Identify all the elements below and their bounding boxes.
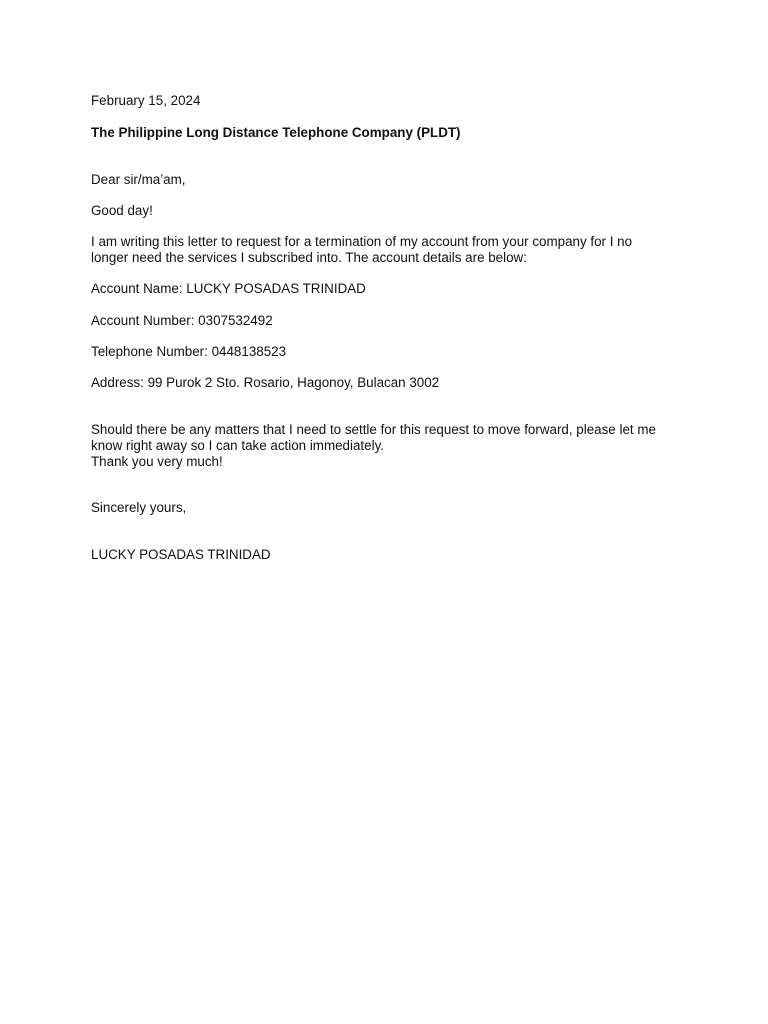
signoff: Sincerely yours, xyxy=(91,500,187,515)
intro-line-1: I am writing this letter to request for a termination of my account from your company for I no xyxy=(91,234,633,249)
letter-date: February 15, 2024 xyxy=(91,93,201,108)
greeting: Good day! xyxy=(91,203,153,218)
signature-name: LUCKY POSADAS TRINIDAD xyxy=(91,547,271,562)
address: Address: 99 Purok 2 Sto. Rosario, Hagonoy, Bulacan 3002 xyxy=(91,375,440,390)
closing-line-1: Should there be any matters that I need to settle for this request to move forward, please let me xyxy=(91,422,656,437)
account-number: Account Number: 0307532492 xyxy=(91,313,273,328)
intro-line-2: longer need the services I subscribed into. The account details are below: xyxy=(91,250,527,265)
telephone-number: Telephone Number: 0448138523 xyxy=(91,344,287,359)
closing-line-2: know right away so I can take action immediately. xyxy=(91,438,384,453)
salutation: Dear sir/ma’am, xyxy=(91,172,186,187)
thanks: Thank you very much! xyxy=(91,454,223,469)
recipient-company: The Philippine Long Distance Telephone Company (PLDT) xyxy=(91,125,461,140)
account-name: Account Name: LUCKY POSADAS TRINIDAD xyxy=(91,281,366,296)
